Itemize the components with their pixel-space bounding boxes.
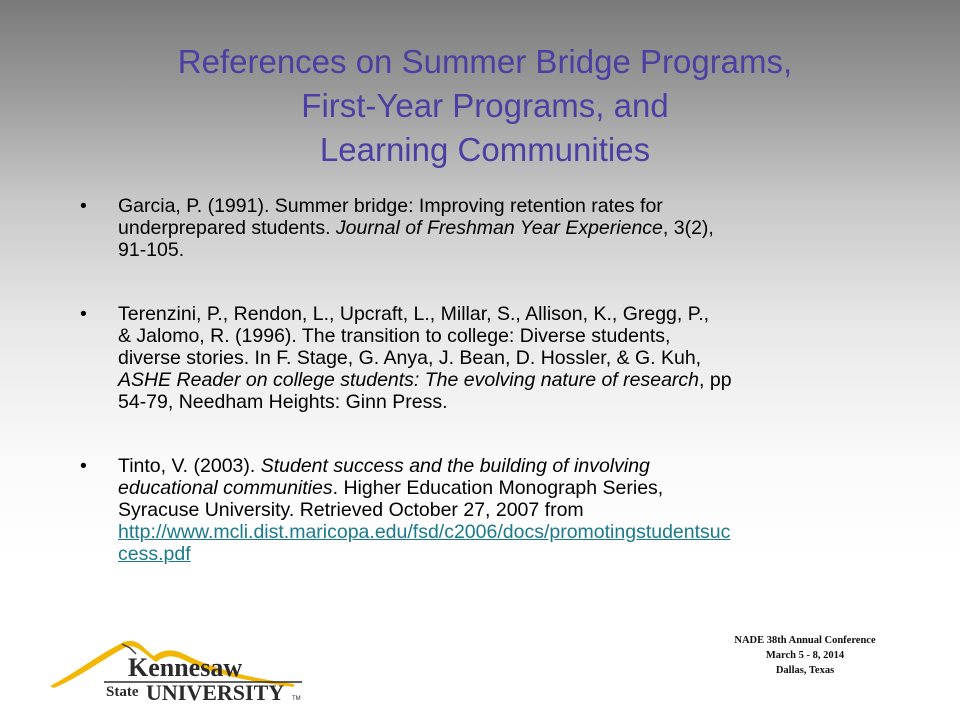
conference-location: Dallas, Texas (775, 665, 835, 676)
reference-text: Terenzini, P., Rendon, L., Upcraft, L., Millar, S., Allison, K., Gregg, P., (118, 303, 710, 325)
journal-title: Journal of Freshman Year Experience (335, 217, 663, 239)
bullet: • (80, 455, 87, 477)
reference-list (80, 195, 890, 607)
reference-text: Syracuse University. Retrieved October 27, 2007 from (118, 499, 584, 521)
logo-word-kennesaw: Kennesaw (128, 653, 243, 682)
bullet: • (80, 303, 87, 325)
reference-text: diverse stories. In F. Stage, G. Anya, J. Bean, D. Hossler, & G. Kuh, (118, 347, 702, 369)
reference-garcia (80, 195, 890, 261)
reference-link[interactable]: http://www.mcli.dist.maricopa.edu/fsd/c2006/docs/promotingstudentsuc (118, 521, 731, 543)
work-title: educational communities (118, 477, 333, 499)
reference-text (118, 217, 890, 239)
logo-trademark: TM (292, 696, 301, 702)
reference-tinto (80, 455, 890, 565)
reference-text: 54-79, Needham Heights: Ginn Press. (118, 391, 448, 413)
reference-text (118, 369, 890, 391)
title-line-2: First-Year Programs, and (301, 87, 669, 124)
reference-link[interactable]: cess.pdf (118, 543, 191, 565)
logo-word-university: UNIVERSITY (146, 680, 285, 705)
work-title: Student success and the building of involving (260, 455, 650, 477)
title-line-1: References on Summer Bridge Programs, (177, 43, 793, 80)
reference-link-line-1[interactable] (118, 521, 890, 543)
reference-text (118, 455, 890, 477)
reference-text: 91-105. (118, 239, 185, 261)
book-title: ASHE Reader on college students: The evolving nature of research (118, 369, 700, 391)
reference-text (118, 477, 890, 499)
conference-dates: March 5 - 8, 2014 (765, 650, 845, 661)
reference-text-segment: underprepared students. (118, 217, 336, 239)
title-line-3: Learning Communities (319, 131, 651, 168)
logo-word-state: State (106, 684, 139, 700)
reference-text-segment: Tinto, V. (2003). (118, 455, 261, 477)
conference-name: NADE 38th Annual Conference (734, 635, 876, 646)
reference-link-line-2[interactable] (118, 543, 890, 565)
conference-info (690, 633, 920, 678)
reference-text: Garcia, P. (1991). Summer bridge: Improving retention rates for (118, 195, 663, 217)
reference-text-segment: , 3(2), (662, 217, 714, 239)
reference-terenzini (80, 303, 890, 413)
bullet: • (80, 195, 87, 217)
slide-title (60, 40, 910, 172)
reference-text-segment: . Higher Education Monograph Series, (332, 477, 664, 499)
reference-text-segment: , pp (699, 369, 732, 391)
reference-text: & Jalomo, R. (1996). The transition to college: Diverse students, (118, 325, 671, 347)
kennesaw-state-logo (44, 636, 314, 706)
